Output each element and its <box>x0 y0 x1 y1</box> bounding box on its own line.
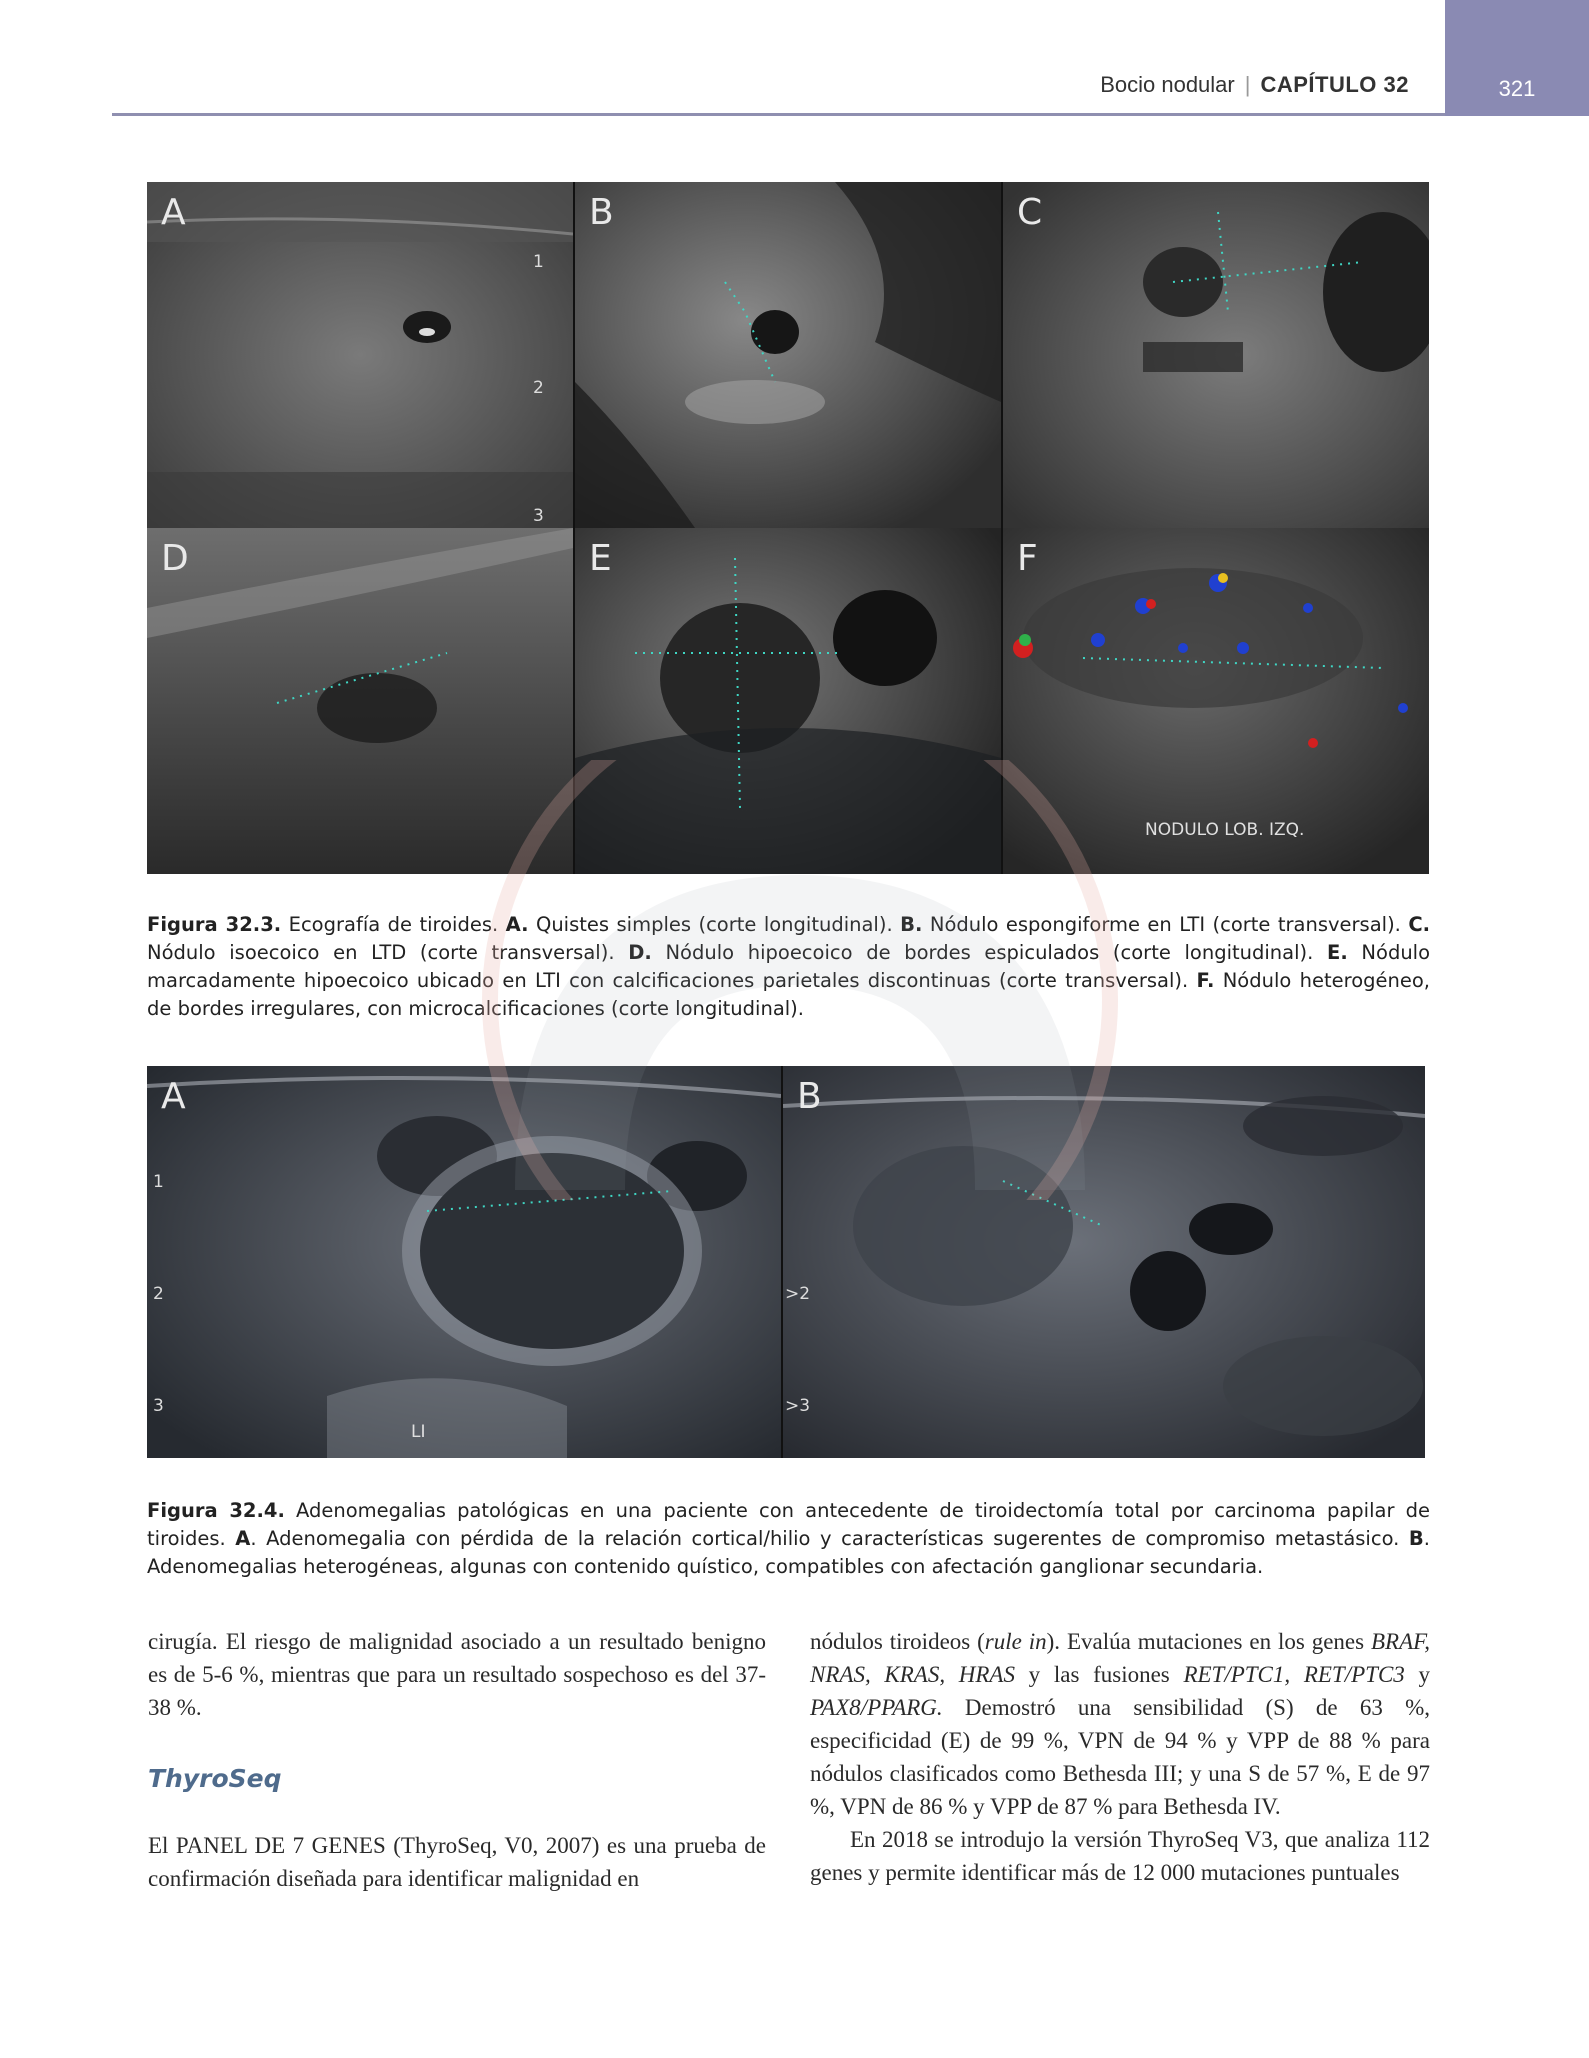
caption-key-e: E. <box>1327 941 1348 964</box>
right-p1-a: nódulos tiroideos ( <box>810 1629 985 1654</box>
right-p1-genes: BRAF, NRAS, KRAS, HRAS <box>810 1629 1430 1687</box>
ultrasound-panel-c <box>1003 182 1429 528</box>
running-header-section: Bocio nodular <box>1100 72 1235 97</box>
figure-32-4-caption <box>147 1497 1430 1581</box>
ultrasound-image-c <box>1003 182 1429 528</box>
ultrasound-panel-e <box>575 528 1001 874</box>
caption-key-d: D. <box>628 941 652 964</box>
right-column <box>810 1625 1430 1889</box>
page-number-tab <box>1445 0 1589 116</box>
caption-text-c: Nódulo isoecoico en LTD (corte transversal). <box>147 941 615 964</box>
panel-label-d: D <box>161 538 189 579</box>
running-header <box>1100 72 1409 98</box>
caption-text-e: Nódulo marcadamente hipoecoico ubicado en LTI con calcificaciones parietales discontinuas (corte transversal). <box>147 941 1431 992</box>
figure-32-3 <box>147 182 1429 874</box>
panel-label-b: B <box>589 192 614 233</box>
depth-marker-4a-2: 2 <box>153 1284 164 1304</box>
panel-label-4a: A <box>161 1076 186 1117</box>
figure-32-4 <box>147 1066 1425 1458</box>
panel-label-c: C <box>1017 192 1043 233</box>
caption-key-a: A. <box>505 913 529 936</box>
caption-key-c: C. <box>1408 913 1431 936</box>
caption-4-text-a: . Adenomegalia con pérdida de la relación cortical/hilio y características sugerentes de compromiso metastásico. <box>250 1527 1400 1550</box>
left-paragraph-1: cirugía. El riesgo de malignidad asociado a un resultado benigno es de 5-6 %, mientras que para un resultado sospechoso es del 37-38 %. <box>148 1629 766 1720</box>
right-p1-c: y las fusiones <box>1014 1662 1184 1687</box>
ultrasound-panel-b <box>575 182 1001 528</box>
depth-marker-1: 1 <box>533 252 544 272</box>
right-p1-b: ). Evalúa mutaciones en los genes <box>1046 1629 1371 1654</box>
depth-marker-4b-3: >3 <box>785 1396 811 1416</box>
right-paragraph-2: En 2018 se introdujo la versión ThyroSeq V3, que analiza 112 genes y permite identificar más de 12 000 mutaciones puntuales <box>810 1827 1430 1885</box>
caption-text-f: Nódulo heterogéneo, de bordes irregulares, con microcalcificaciones (corte longitudinal). <box>147 969 1430 1020</box>
ultrasound-image-a <box>147 182 573 528</box>
right-p1-fusions: RET/PTC1, RET/PTC3 <box>1183 1662 1405 1687</box>
figure-32-3-caption <box>147 911 1430 1023</box>
caption-text-b: Nódulo espongiforme en LTI (corte transversal). <box>929 913 1401 936</box>
depth-marker-3: 3 <box>533 506 544 526</box>
caption-text-d: Nódulo hipoecoico de bordes espiculados (corte longitudinal). <box>665 941 1314 964</box>
running-header-chapter: CAPÍTULO 32 <box>1260 72 1409 97</box>
page-number: 321 <box>1498 76 1536 101</box>
ultrasound-panel-4b <box>783 1066 1425 1458</box>
panel-label-f: F <box>1017 538 1038 579</box>
header-rule <box>112 113 1445 116</box>
section-heading-thyroseq: ThyroSeq <box>148 1764 282 1793</box>
caption-text-a: Quistes simples (corte longitudinal). <box>535 913 893 936</box>
header-separator: | <box>1244 72 1251 97</box>
left-paragraph-2: El PANEL DE 7 GENES (ThyroSeq, V0, 2007) es una prueba de confirmación diseñada para identificar malignidad en <box>148 1833 766 1891</box>
right-p1-rule-in: rule in <box>984 1629 1047 1654</box>
ultrasound-image-4a <box>147 1066 781 1458</box>
ultrasound-image-4b <box>783 1066 1425 1458</box>
ultrasound-panel-d <box>147 528 573 874</box>
panel-label-e: E <box>589 538 612 579</box>
left-column <box>148 1625 766 1895</box>
panel-label-a: A <box>161 192 186 233</box>
caption-4-intro: Adenomegalias patológicas en una paciente con antecedente de tiroidectomía total por carcinoma papilar de tiroides. <box>147 1499 1430 1550</box>
ultrasound-panel-4a <box>147 1066 781 1458</box>
ultrasound-image-d <box>147 528 573 874</box>
caption-4-title: Figura 32.4. <box>147 1499 285 1522</box>
right-p1-e: Demostró una sensibilidad (S) de 63 %, especificidad (E) de 99 %, VPN de 94 % y VPP de 88 % para nódulos clasificados como Bethesda III; y una S de 57 %, E de 97 %, VPN de 86 % y VPP de 87 % para Bethesda IV. <box>810 1695 1430 1819</box>
depth-marker-4b-2: >2 <box>785 1284 811 1304</box>
ultrasound-panel-a <box>147 182 573 528</box>
right-paragraph-1 <box>810 1625 1430 1823</box>
caption-4-text-b: . Adenomegalias heterogéneas, algunas con contenido quístico, compatibles con afectación ganglionar secundaria. <box>147 1527 1430 1578</box>
depth-marker-4a-1: 1 <box>153 1172 164 1192</box>
ultrasound-image-b <box>575 182 1001 528</box>
caption-4-key-b: B <box>1408 1527 1424 1550</box>
caption-key-b: B. <box>900 913 923 936</box>
depth-marker-2: 2 <box>533 378 544 398</box>
caption-intro: Ecografía de tiroides. <box>288 913 499 936</box>
panel-label-4b: B <box>797 1076 822 1117</box>
ultrasound-panel-f <box>1003 528 1429 874</box>
depth-marker-4a-3: 3 <box>153 1396 164 1416</box>
caption-key-f: F. <box>1196 969 1215 992</box>
caption-4-key-a: A <box>235 1527 251 1550</box>
ultrasound-image-e <box>575 528 1001 874</box>
caption-title: Figura 32.3. <box>147 913 282 936</box>
right-p1-fusion2: PAX8/PPARG. <box>810 1695 943 1720</box>
panel-f-overlay-text: NODULO LOB. IZQ. <box>1145 820 1305 840</box>
right-p1-d: y <box>1404 1662 1430 1687</box>
panel-4a-overlay-text: LI <box>411 1422 426 1442</box>
